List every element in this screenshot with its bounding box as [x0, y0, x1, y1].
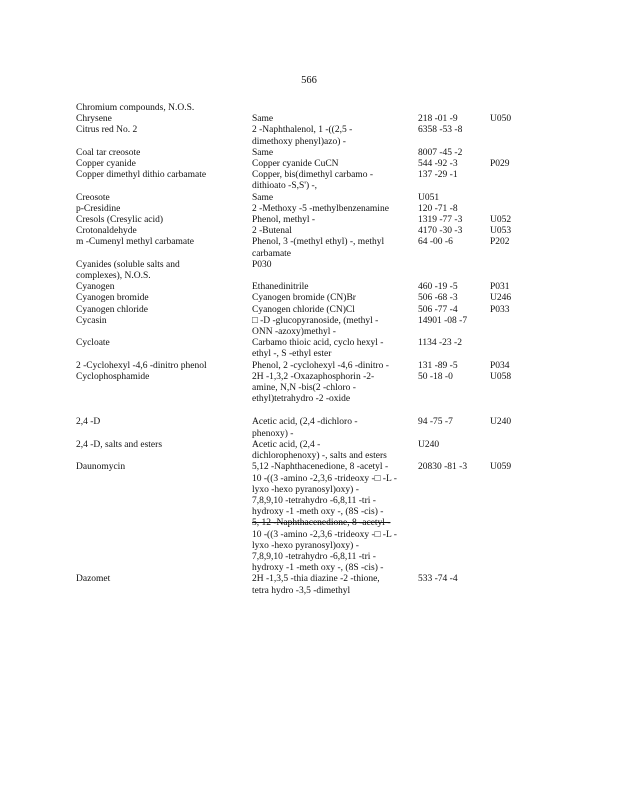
synonym	[252, 226, 418, 237]
substance-name	[76, 260, 252, 282]
synonym	[252, 305, 418, 316]
substance-name	[76, 204, 252, 215]
synonym-line: tetra hydro -3,5 -dimethyl	[252, 585, 351, 596]
cas-number-line: 14901 -08 -7	[418, 315, 468, 326]
waste-code	[490, 215, 530, 226]
substance-name	[76, 114, 252, 125]
table-row	[76, 305, 536, 316]
substance-name-line: Copper dimethyl dithio carbamate	[76, 170, 207, 181]
cas-number	[418, 215, 490, 226]
synonym-line: 7,8,9,10 -tetrahydro -6,8,11 -tri -	[252, 495, 376, 506]
synonym	[252, 574, 418, 596]
substance-name	[76, 226, 252, 237]
cas-number-line: 1319 -77 -3	[418, 215, 463, 226]
table-row	[76, 316, 536, 338]
synonym-line: 2H -1,3,2 -Oxazaphosphorin -2-	[252, 371, 375, 382]
synonym	[252, 361, 418, 372]
synonym-line: lyxo -hexo pyranosyl)oxy) -	[252, 484, 359, 495]
substance-name-line: Cycasin	[76, 315, 107, 326]
synonym-line: 2H -1,3,5 -thia diazine -2 -thione,	[252, 574, 380, 585]
cas-number-line: 533 -74 -4	[418, 574, 458, 585]
synonym-line: 2 -Naphthalenol, 1 -((2,5 -	[252, 125, 353, 136]
substance-name	[76, 159, 252, 170]
substance-name-line: complexes), N.O.S.	[76, 271, 151, 282]
table-row	[76, 260, 536, 282]
cas-number-line: 20830 -81 -3	[418, 462, 468, 473]
synonym	[252, 440, 418, 462]
substance-name-line: 2,4 -D, salts and esters	[76, 439, 163, 450]
substance-name-line: Copper cyanide	[76, 159, 136, 170]
synonym-line: lyxo -hexo pyranosyl)oxy) -	[252, 540, 359, 551]
synonym	[252, 148, 418, 159]
synonym-line: phenoxy) -	[252, 428, 294, 439]
cas-number-line: 137 -29 -1	[418, 170, 458, 181]
waste-code-line: P030	[252, 259, 272, 270]
waste-code	[490, 417, 530, 428]
cas-number	[418, 226, 490, 237]
substance-name-line: Daunomycin	[76, 462, 126, 473]
synonym-line: 10 -((3 -amino -2,3,6 -trideoxy -□ -L -	[252, 529, 397, 540]
table-row	[76, 159, 536, 170]
substance-name-line: Coal tar creosote	[76, 147, 141, 158]
substance-name	[76, 193, 252, 204]
waste-code-line: U246	[490, 293, 512, 304]
waste-code	[490, 282, 530, 293]
waste-code	[490, 305, 530, 316]
cas-number	[418, 204, 490, 215]
synonym	[252, 293, 418, 304]
synonym-line: hydroxy -1 -meth oxy -, (8S -cis) -	[252, 563, 384, 574]
substance-name-line: Dazomet	[76, 574, 111, 585]
synonym-line: ONN -azoxy)methyl -	[252, 327, 336, 338]
synonym-line: carbamate	[252, 248, 292, 259]
synonym-line: □ -D -glucopyranoside, (methyl -	[252, 315, 379, 326]
substance-name	[76, 417, 252, 428]
waste-code	[490, 226, 530, 237]
substance-name-line: Cyanogen chloride	[76, 304, 149, 315]
waste-code-line: U240	[418, 439, 440, 450]
substance-name	[76, 305, 252, 316]
substance-name-line: p-Cresidine	[76, 203, 121, 214]
synonym	[252, 237, 418, 259]
cas-number-line: 460 -19 -5	[418, 282, 458, 293]
synonym-line: Same	[252, 192, 274, 203]
synonym-line: dichlorophenoxy) -, salts and esters	[252, 451, 387, 462]
table-row	[76, 148, 536, 159]
waste-code-line: P031	[490, 282, 510, 293]
synonym-line: Cyanogen bromide (CN)Br	[252, 293, 356, 304]
waste-code	[418, 193, 458, 204]
substance-name	[76, 170, 252, 181]
cas-number	[418, 305, 490, 316]
substance-name-line: Chromium compounds, N.O.S.	[76, 103, 195, 113]
cas-number	[418, 462, 490, 473]
waste-code-line: U240	[490, 417, 512, 428]
waste-code-line: U052	[490, 215, 512, 226]
synonym-line: Phenol, methyl -	[252, 215, 316, 226]
cas-number-line: 544 -92 -3	[418, 159, 458, 170]
synonym-line: 5, 12 -Naphthacenedione, 8 -acetyl -	[252, 518, 391, 529]
hazardous-substance-table	[76, 103, 536, 597]
synonym-line: Acetic acid, (2,4 -	[252, 439, 321, 450]
waste-code-line: U059	[490, 462, 512, 473]
synonym-line: dithioato -S,S') -,	[252, 181, 318, 192]
synonym-line: 2 -Butenal	[252, 226, 292, 237]
page-number: 566	[301, 75, 317, 86]
table-row	[76, 574, 536, 596]
waste-code	[490, 237, 530, 248]
cas-number-line: 131 -89 -5	[418, 360, 458, 371]
table-row	[76, 237, 536, 259]
waste-code-line: P202	[490, 237, 510, 248]
synonym	[252, 462, 418, 574]
synonym-line: Acetic acid, (2,4 -dichloro -	[252, 417, 358, 428]
substance-name-line: Chrysene	[76, 114, 112, 125]
cas-number-line: 506 -68 -3	[418, 293, 458, 304]
substance-name-line: Citrus red No. 2	[76, 125, 138, 136]
substance-name-line: Cyanogen	[76, 282, 115, 293]
table-row	[76, 338, 536, 360]
synonym	[252, 125, 418, 147]
substance-name-line: Cresols (Cresylic acid)	[76, 215, 164, 226]
cas-number-line: 50 -18 -0	[418, 371, 453, 382]
synonym-line: Phenol, 2 -cyclohexyl -4,6 -dinitro -	[252, 360, 389, 371]
cas-number	[418, 417, 490, 428]
cas-number	[418, 338, 490, 349]
synonym-line: ethyl)tetrahydro -2 -oxide	[252, 394, 351, 405]
substance-name	[76, 316, 252, 327]
table-row	[76, 440, 536, 462]
waste-code-line: P029	[490, 159, 510, 170]
cas-number-line: 6358 -53 -8	[418, 125, 463, 136]
substance-name	[76, 293, 252, 304]
synonym	[252, 372, 418, 406]
synonym-line: amine, N,N -bis(2 -chloro -	[252, 383, 356, 394]
synonym	[252, 193, 418, 204]
substance-name	[76, 574, 252, 585]
cas-number-line: 64 -00 -6	[418, 237, 453, 248]
synonym	[252, 159, 418, 170]
substance-name	[76, 282, 252, 293]
substance-name-line: Crotonaldehyde	[76, 226, 137, 237]
substance-name-line: m -Cumenyl methyl carbamate	[76, 237, 194, 248]
table-row	[76, 114, 536, 125]
substance-name	[76, 237, 252, 248]
substance-name-line: Cyanogen bromide	[76, 293, 149, 304]
waste-code	[490, 462, 530, 473]
synonym-line: Copper, bis(dimethyl carbamo -	[252, 170, 373, 181]
waste-code-line: U053	[490, 226, 512, 237]
synonym	[252, 417, 418, 439]
waste-code-line: U051	[418, 192, 440, 203]
synonym-line: Cyanogen chloride (CN)Cl	[252, 304, 355, 315]
table-row	[76, 204, 536, 215]
substance-name-line: Cyclophosphamide	[76, 371, 150, 382]
synonym-line: 7,8,9,10 -tetrahydro -6,8,11 -tri -	[252, 551, 376, 562]
table-row	[76, 193, 536, 204]
row-spacer	[76, 405, 536, 417]
substance-name	[76, 103, 252, 114]
cas-number	[418, 114, 490, 125]
synonym-line: Phenol, 3 -(methyl ethyl) -, methyl	[252, 237, 385, 248]
table-row	[76, 372, 536, 406]
substance-name	[76, 125, 252, 136]
synonym-line: 5,12 -Naphthacenedione, 8 -acetyl -	[252, 462, 389, 473]
cas-number-line: 8007 -45 -2	[418, 147, 463, 158]
cas-number	[418, 372, 490, 383]
substance-name	[76, 148, 252, 159]
waste-code	[490, 361, 530, 372]
table-row	[76, 103, 536, 114]
cas-number-line: 1134 -23 -2	[418, 338, 462, 349]
synonym-line: 10 -((3 -amino -2,3,6 -trideoxy -□ -L -	[252, 473, 397, 484]
cas-number-line: 218 -01 -9	[418, 114, 458, 125]
waste-code	[418, 440, 458, 451]
substance-name	[76, 440, 252, 451]
table-row	[76, 215, 536, 226]
substance-name-line: Creosote	[76, 192, 110, 203]
waste-code	[490, 159, 530, 170]
substance-name-line: Cyanides (soluble salts and	[76, 259, 180, 270]
synonym-line: Copper cyanide CuCN	[252, 159, 339, 170]
synonym	[252, 338, 418, 360]
cas-number	[418, 282, 490, 293]
cas-number	[418, 125, 490, 136]
synonym	[252, 204, 418, 215]
cas-number	[418, 170, 490, 181]
cas-number-line: 94 -75 -7	[418, 417, 453, 428]
waste-code-line: U058	[490, 371, 512, 382]
substance-name	[76, 462, 252, 473]
cas-number	[418, 316, 490, 327]
synonym-line: Same	[252, 114, 274, 125]
synonym-line: hydroxy -1 -meth oxy -, (8S -cis) -	[252, 507, 384, 518]
waste-code-line: P033	[490, 304, 510, 315]
cas-number	[418, 574, 490, 585]
cas-number	[418, 159, 490, 170]
cas-number	[418, 148, 490, 159]
table-row	[76, 462, 536, 574]
substance-name	[76, 361, 252, 372]
synonym-line: Same	[252, 147, 274, 158]
substance-name-line: Cycloate	[76, 338, 110, 349]
substance-name-line: 2 -Cyclohexyl -4,6 -dinitro phenol	[76, 360, 207, 371]
table-row	[76, 417, 536, 439]
synonym	[252, 215, 418, 226]
waste-code	[252, 260, 292, 271]
table-row	[76, 170, 536, 192]
waste-code-line: U050	[490, 114, 512, 125]
substance-name-line: 2,4 -D	[76, 417, 101, 428]
table-row	[76, 282, 536, 293]
cas-number	[418, 361, 490, 372]
synonym-line: ethyl -, S -ethyl ester	[252, 349, 332, 360]
table-row	[76, 226, 536, 237]
table-row	[76, 293, 536, 304]
cas-number	[418, 237, 490, 248]
waste-code-line: P034	[490, 360, 510, 371]
cas-number	[418, 293, 490, 304]
synonym	[252, 282, 418, 293]
synonym-line: dimethoxy phenyl)azo) -	[252, 136, 346, 147]
synonym-line: Ethanedinitrile	[252, 282, 309, 293]
cas-number-line: 506 -77 -4	[418, 304, 458, 315]
synonym-line: Carbamo thioic acid, cyclo hexyl -	[252, 338, 384, 349]
cas-number-line: 4170 -30 -3	[418, 226, 463, 237]
waste-code	[490, 293, 530, 304]
table-row	[76, 361, 536, 372]
synonym-line: 2 -Methoxy -5 -methylbenzenamine	[252, 203, 389, 214]
substance-name	[76, 372, 252, 383]
cas-number-line: 120 -71 -8	[418, 203, 458, 214]
substance-name	[76, 215, 252, 226]
waste-code	[490, 114, 530, 125]
synonym	[252, 170, 418, 192]
synonym	[252, 316, 418, 338]
table-row	[76, 125, 536, 147]
synonym	[252, 114, 418, 125]
substance-name	[76, 338, 252, 349]
waste-code	[490, 372, 530, 383]
